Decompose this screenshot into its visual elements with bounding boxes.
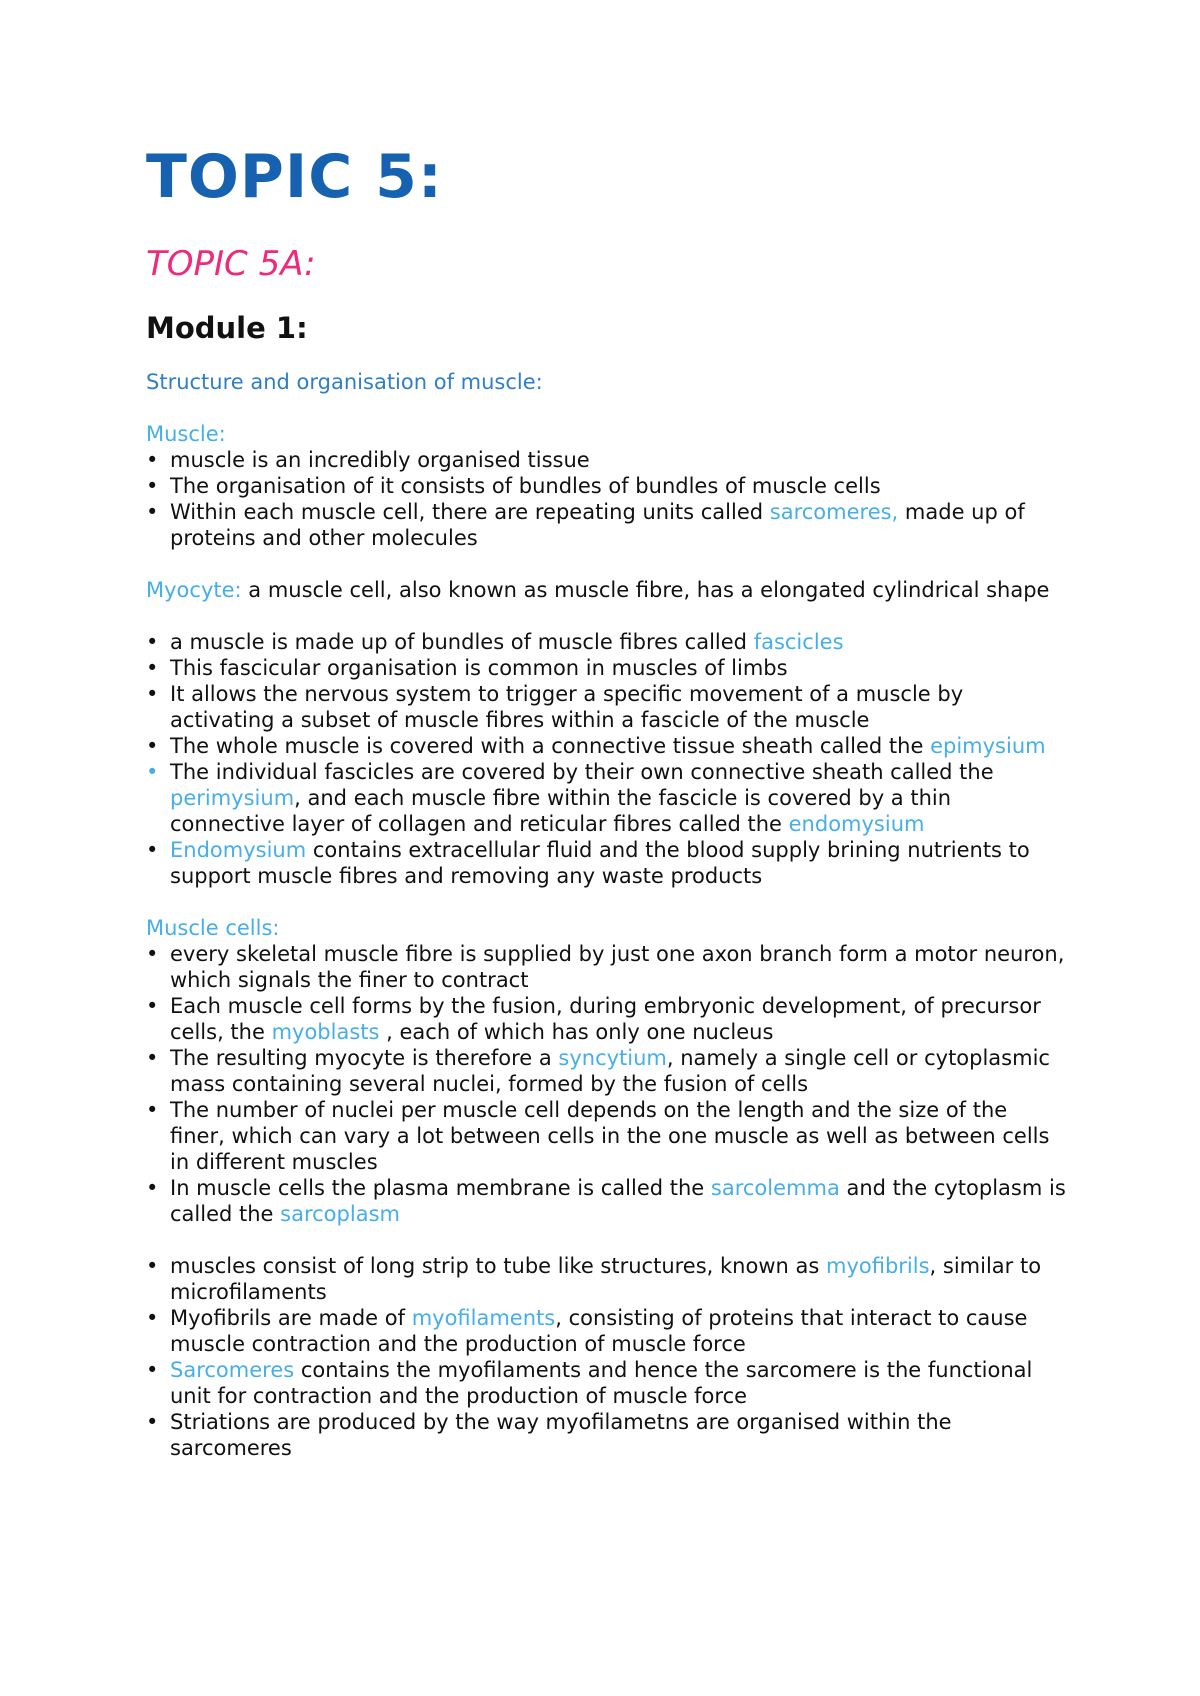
myocyte-definition <box>146 577 1066 603</box>
text-run: contains extracellular fluid and the blood supply brining nutrients to support muscle fibres and removing any waste products <box>170 838 1030 888</box>
spacer <box>146 395 1066 421</box>
bullet-icon: • <box>146 500 159 524</box>
text-run: Within each muscle cell, there are repeating units called <box>170 500 770 524</box>
term-highlight: endomysium <box>788 812 925 836</box>
text-run: It allows the nervous system to trigger a specific movement of a muscle by activating a subset of muscle fibres within a fascicle of the muscle <box>170 682 964 732</box>
myofibril-list <box>146 1253 1066 1461</box>
text-run: , namely a single cell or cytoplasmic mass containing several nuclei, formed by the fusion of cells <box>170 1046 1050 1096</box>
module-heading: Module 1: <box>146 311 308 345</box>
bullet-icon: • <box>146 942 159 966</box>
muscle-cells-heading: Muscle cells: <box>146 916 280 940</box>
term-highlight: Endomysium <box>170 838 307 862</box>
page-title: TOPIC 5: <box>146 142 443 212</box>
text-run: , consisting of proteins that interact to cause muscle contraction and the production of muscle force <box>170 1306 1028 1356</box>
term-highlight: myofibrils <box>825 1254 930 1278</box>
text-run: , and each muscle fibre within the fascicle is covered by a thin connective layer of collagen and reticular fibres called the <box>170 786 952 836</box>
list-item <box>146 1253 1066 1305</box>
section-heading: Structure and organisation of muscle: <box>146 370 543 394</box>
term-highlight: sarcomeres, <box>769 500 899 524</box>
bullet-icon: • <box>146 1098 159 1122</box>
list-item <box>146 733 1066 759</box>
term-highlight: epimysium <box>930 734 1046 758</box>
bullet-icon: • <box>146 760 159 784</box>
text-run: muscle is an incredibly organised tissue <box>170 448 590 472</box>
muscle-list <box>146 447 1066 551</box>
text-run: a muscle is made up of bundles of muscle fibres called <box>170 630 754 654</box>
list-item <box>146 837 1066 889</box>
text-run: a muscle cell, also known as muscle fibre, has a elongated cylindrical shape <box>241 578 1050 602</box>
text-run: and the cytoplasm is called the <box>170 1176 1066 1226</box>
text-run: This fascicular organisation is common in muscles of limbs <box>170 656 788 680</box>
list-item <box>146 1097 1066 1175</box>
list-item <box>146 629 1066 655</box>
spacer <box>146 603 1066 629</box>
text-run: Each muscle cell forms by the fusion, during embryonic development, of precursor cells, the <box>170 994 1041 1044</box>
list-item <box>146 1045 1066 1097</box>
spacer <box>146 889 1066 915</box>
spacer <box>146 1227 1066 1253</box>
text-run: every skeletal muscle fibre is supplied by just one axon branch form a motor neuron, which signals the finer to contract <box>170 942 1065 992</box>
bullet-icon: • <box>146 474 159 498</box>
text-run: muscles consist of long strip to tube like structures, known as <box>170 1254 826 1278</box>
bullet-icon: • <box>146 838 159 862</box>
term-highlight: myofilaments <box>411 1306 556 1330</box>
text-run: In muscle cells the plasma membrane is called the <box>170 1176 711 1200</box>
list-item <box>146 759 1066 837</box>
list-item <box>146 681 1066 733</box>
bullet-icon: • <box>146 734 159 758</box>
term-highlight: syncytium <box>558 1046 667 1070</box>
list-item <box>146 655 1066 681</box>
bullet-icon: • <box>146 1046 159 1070</box>
bullet-icon: • <box>146 630 159 654</box>
list-item <box>146 1357 1066 1409</box>
bullet-icon: • <box>146 448 159 472</box>
bullet-icon: • <box>146 1176 159 1200</box>
list-item <box>146 1175 1066 1227</box>
text-run: made up of proteins and other molecules <box>170 500 1025 550</box>
subtopic-heading: TOPIC 5A: <box>146 244 316 284</box>
term-highlight: fascicles <box>753 630 844 654</box>
bullet-icon: • <box>146 1306 159 1330</box>
list-item <box>146 447 1066 473</box>
text-run: The resulting myocyte is therefore a <box>170 1046 559 1070</box>
text-run: , similar to microfilaments <box>170 1254 1042 1304</box>
muscle-cells-list <box>146 941 1066 1227</box>
list-item <box>146 941 1066 993</box>
document-body <box>146 369 1066 1461</box>
text-run: Striations are produced by the way myofilametns are organised within the sarcomeres <box>170 1410 952 1460</box>
bullet-icon: • <box>146 656 159 680</box>
term-highlight: sarcolemma <box>710 1176 840 1200</box>
bullet-icon: • <box>146 994 159 1018</box>
list-item <box>146 993 1066 1045</box>
text-run: Myofibrils are made of <box>170 1306 412 1330</box>
list-item <box>146 1305 1066 1357</box>
term-highlight: perimysium <box>170 786 295 810</box>
term-highlight: Sarcomeres <box>170 1358 295 1382</box>
bullet-icon: • <box>146 1410 159 1434</box>
text-run: The number of nuclei per muscle cell depends on the length and the size of the finer, which can vary a lot between cells in the one muscle as well as between cells in different muscles <box>170 1098 1050 1174</box>
term-highlight: myoblasts <box>271 1020 380 1044</box>
bullet-icon: • <box>146 682 159 706</box>
text-run: The individual fascicles are covered by their own connective sheath called the <box>170 760 994 784</box>
term-highlight: sarcoplasm <box>280 1202 400 1226</box>
list-item <box>146 1409 1066 1461</box>
text-run: The whole muscle is covered with a connective tissue sheath called the <box>170 734 931 758</box>
list-item <box>146 499 1066 551</box>
muscle-heading: Muscle: <box>146 422 226 446</box>
term-highlight: Myocyte: <box>146 578 242 602</box>
list-item <box>146 473 1066 499</box>
fascicle-list <box>146 629 1066 889</box>
text-run: The organisation of it consists of bundles of bundles of muscle cells <box>170 474 881 498</box>
text-run: contains the myofilaments and hence the sarcomere is the functional unit for contraction and the production of muscle force <box>170 1358 1033 1408</box>
bullet-icon: • <box>146 1358 159 1382</box>
spacer <box>146 551 1066 577</box>
text-run: , each of which has only one nucleus <box>379 1020 774 1044</box>
bullet-icon: • <box>146 1254 159 1278</box>
